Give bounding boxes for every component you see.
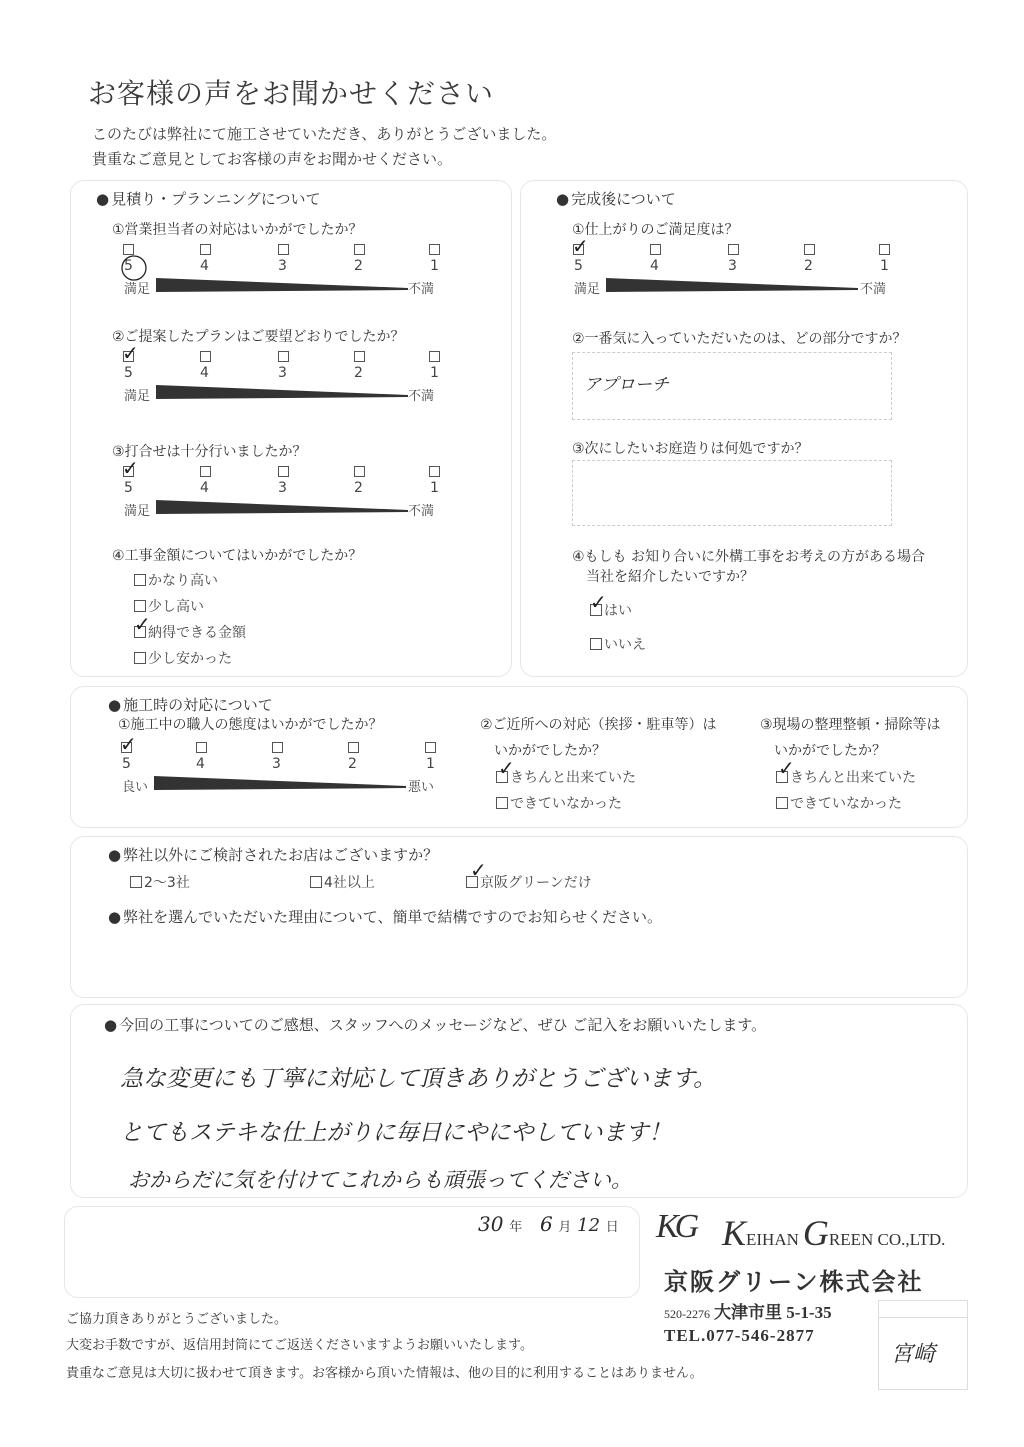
price-option-3[interactable]: 納得できる金額 [134, 622, 246, 642]
scale-wedge [154, 776, 406, 790]
date-field [478, 1212, 619, 1236]
message-line-1: 急な変更にも丁寧に対応して頂きありがとうございます。 [120, 1066, 717, 1092]
construction-q1-label: ①施工中の職人の態度はいかがでしたか？ [118, 717, 383, 733]
favorite-part-answer: アプローチ [584, 375, 669, 395]
rating-number-2: 2 [348, 756, 357, 772]
shops-option-3[interactable]: 京阪グリーンだけ [466, 872, 592, 892]
next-garden-field[interactable] [572, 460, 892, 526]
rating-number-3: 3 [278, 365, 287, 381]
price-option-4[interactable]: 少し安かった [134, 648, 232, 668]
planning-q3-label: ③打合せは十分行いましたか？ [112, 444, 307, 460]
company-postal: 520-2276 [664, 1307, 710, 1321]
rating-number-1: 1 [426, 756, 435, 772]
construction-heading: ● 施工時の対応について [108, 694, 273, 715]
after-q1-label: ①仕上がりのご満足度は？ [572, 222, 739, 238]
planning-q2-scale [118, 341, 439, 421]
check-mark: ✓ [778, 756, 795, 780]
check-mark: ✓ [498, 756, 515, 780]
price-option-2[interactable]: 少し高い [134, 596, 204, 616]
cleanup-option-bad[interactable]: できていなかった [776, 793, 902, 813]
reason-heading: ● 弊社を選んでいただいた理由について、簡単で結構ですのでお知らせください。 [108, 906, 662, 927]
check-mark: ✓ [590, 590, 607, 614]
date-year: 30 [478, 1212, 504, 1236]
company-street: 大津市里 5-1-35 [714, 1303, 832, 1322]
date-year-unit: 年 [509, 1220, 523, 1235]
stamp-signature: 宮崎 [891, 1342, 936, 1367]
rating-number-5: 5 [124, 365, 133, 381]
after-q1-scale [568, 234, 889, 314]
neighbor-option-bad[interactable]: できていなかった [496, 793, 622, 813]
date-day: 12 [577, 1215, 601, 1236]
other-shops-heading: ● 弊社以外にご検討されたお店はございますか？ [108, 844, 438, 865]
check-mark: ✓ [122, 456, 139, 480]
planning-q3-scale [118, 456, 439, 536]
scale-wedge [156, 278, 408, 292]
date-month-unit: 月 [558, 1220, 572, 1235]
rating-number-3: 3 [278, 480, 287, 496]
planning-q1-scale [118, 244, 438, 314]
cleanup-option-good[interactable]: きちんと出来ていた [776, 767, 916, 787]
planning-q2-label: ②ご提案したプランはご要望どおりでしたか？ [112, 329, 405, 345]
rating-number-4: 4 [196, 756, 205, 772]
stamp-box [878, 1300, 968, 1390]
rating-number-3: 3 [272, 756, 281, 772]
after-q2-label: ②一番気に入っていただいたのは、どの部分ですか？ [572, 331, 907, 347]
rating-checkbox-3[interactable] [728, 244, 739, 255]
shops-option-2[interactable]: 4社以上 [310, 872, 375, 892]
rating-checkbox-2[interactable] [354, 244, 365, 255]
scale-right-label: 不満 [408, 504, 435, 519]
after-q3-label: ③次にしたいお庭造りは何処ですか？ [572, 441, 809, 457]
rating-checkbox-3[interactable] [278, 351, 289, 362]
refer-option-yes[interactable]: はい [590, 600, 632, 620]
planning-heading: ● 見積り・プランニングについて [96, 188, 321, 209]
rating-number-3: 3 [728, 258, 737, 274]
scale-left-label: 良い [122, 780, 149, 795]
message-line-3: おからだに気を付けてこれからも頑張ってください。 [128, 1168, 632, 1192]
check-mark: ✓ [470, 858, 487, 882]
planning-q4-label: ④工事金額についてはいかがでしたか？ [112, 548, 363, 564]
refer-option-no[interactable]: いいえ [590, 634, 646, 654]
construction-q2-label-2: いかがでしたか？ [494, 743, 606, 759]
date-month: 6 [539, 1212, 553, 1236]
rating-checkbox-1[interactable] [879, 244, 890, 255]
scale-right-label: 不満 [860, 282, 887, 297]
rating-checkbox-3[interactable] [272, 742, 283, 753]
rating-number-1: 1 [430, 258, 439, 274]
check-mark: ✓ [120, 732, 137, 756]
rating-number-2: 2 [804, 258, 813, 274]
rating-checkbox-1[interactable] [425, 742, 436, 753]
rating-checkbox-2[interactable] [348, 742, 359, 753]
scale-left-label: 満足 [124, 282, 151, 297]
message-heading: ● 今回の工事についてのご感想、スタッフへのメッセージなど、ぜひ ご記入をお願いいたします。 [104, 1014, 766, 1035]
rating-number-4: 4 [200, 480, 209, 496]
answer-circle-mark [118, 254, 150, 284]
scale-wedge [606, 278, 858, 292]
rating-number-2: 2 [354, 365, 363, 381]
rating-number-4: 4 [200, 258, 209, 274]
rating-number-1: 1 [430, 365, 439, 381]
rating-number-3: 3 [278, 258, 287, 274]
intro-line-2: 貴重なご意見としてお客様の声をお聞かせください。 [92, 150, 453, 168]
scale-wedge [156, 500, 408, 514]
check-mark: ✓ [134, 612, 151, 636]
construction-q1-scale [116, 732, 436, 812]
company-name: 京阪グリーン株式会社 [664, 1270, 924, 1296]
scale-right-label: 不満 [408, 282, 435, 297]
scale-right-label: 不満 [408, 389, 435, 404]
scale-wedge [156, 385, 408, 399]
rating-number-5: 5 [124, 258, 133, 274]
rating-number-1: 1 [430, 480, 439, 496]
rating-checkbox-4[interactable] [200, 244, 211, 255]
neighbor-option-good[interactable]: きちんと出来ていた [496, 767, 636, 787]
rating-checkbox-2[interactable] [804, 244, 815, 255]
rating-checkbox-3[interactable] [278, 466, 289, 477]
rating-checkbox-4[interactable] [200, 466, 211, 477]
rating-checkbox-3[interactable] [278, 244, 289, 255]
after-q4-label: ④もしも お知り合いに外構工事をお考えの方がある場合 [572, 549, 925, 565]
rating-checkbox-4[interactable] [200, 351, 211, 362]
rating-number-2: 2 [354, 480, 363, 496]
footer-line-2: 大変お手数ですが、返信用封筒にてご返送くださいますようお願いいたします。 [66, 1338, 533, 1353]
company-tel: TEL.077-546-2877 [664, 1326, 815, 1345]
rating-checkbox-4[interactable] [196, 742, 207, 753]
check-mark: ✓ [572, 234, 589, 258]
date-day-unit: 日 [605, 1220, 619, 1235]
after-heading: ● 完成後について [556, 188, 676, 209]
shops-option-1[interactable]: 2～3社 [130, 872, 190, 892]
footer-line-3: 貴重なご意見は大切に扱わせて頂きます。お客様から頂いた情報は、他の目的に利用することはありません。 [66, 1366, 703, 1381]
footer-line-1: ご協力頂きありがとうございました。 [66, 1312, 288, 1327]
check-mark: ✓ [122, 341, 139, 365]
rating-checkbox-1[interactable] [429, 466, 440, 477]
scale-left-label: 満足 [574, 282, 601, 297]
scale-right-label: 悪い [408, 780, 435, 795]
intro-line-1: このたびは弊社にて施工させていただき、ありがとうございました。 [92, 125, 557, 143]
rating-number-4: 4 [200, 365, 209, 381]
planning-q1-label: ①営業担当者の対応はいかがでしたか？ [112, 222, 363, 238]
message-line-2: とてもステキな仕上がりに毎日にやにやしています！ [120, 1120, 672, 1146]
rating-checkbox-1[interactable] [429, 244, 440, 255]
scale-left-label: 満足 [124, 389, 151, 404]
company-logo-mark: KG [656, 1208, 696, 1245]
rating-number-1: 1 [880, 258, 889, 274]
price-option-1[interactable]: かなり高い [134, 570, 218, 590]
construction-q3-label: ③現場の整理整頓・掃除等は [760, 717, 941, 733]
rating-number-2: 2 [354, 258, 363, 274]
scale-left-label: 満足 [124, 504, 151, 519]
construction-q2-label: ②ご近所への対応（挨拶・駐車等）は [480, 717, 717, 733]
rating-checkbox-2[interactable] [354, 466, 365, 477]
rating-number-5: 5 [122, 756, 131, 772]
construction-q3-label-2: いかがでしたか？ [774, 743, 886, 759]
after-q4-label-2: 当社を紹介したいですか？ [586, 569, 754, 585]
company-logo-text: KEIHAN GREEN CO.,LTD. [722, 1213, 946, 1253]
rating-number-4: 4 [650, 258, 659, 274]
rating-checkbox-2[interactable] [354, 351, 365, 362]
rating-number-5: 5 [574, 258, 583, 274]
page-title: お客様の声をお聞かせください [88, 77, 495, 110]
rating-checkbox-1[interactable] [429, 351, 440, 362]
rating-checkbox-4[interactable] [650, 244, 661, 255]
rating-number-5: 5 [124, 480, 133, 496]
company-address [664, 1298, 832, 1323]
